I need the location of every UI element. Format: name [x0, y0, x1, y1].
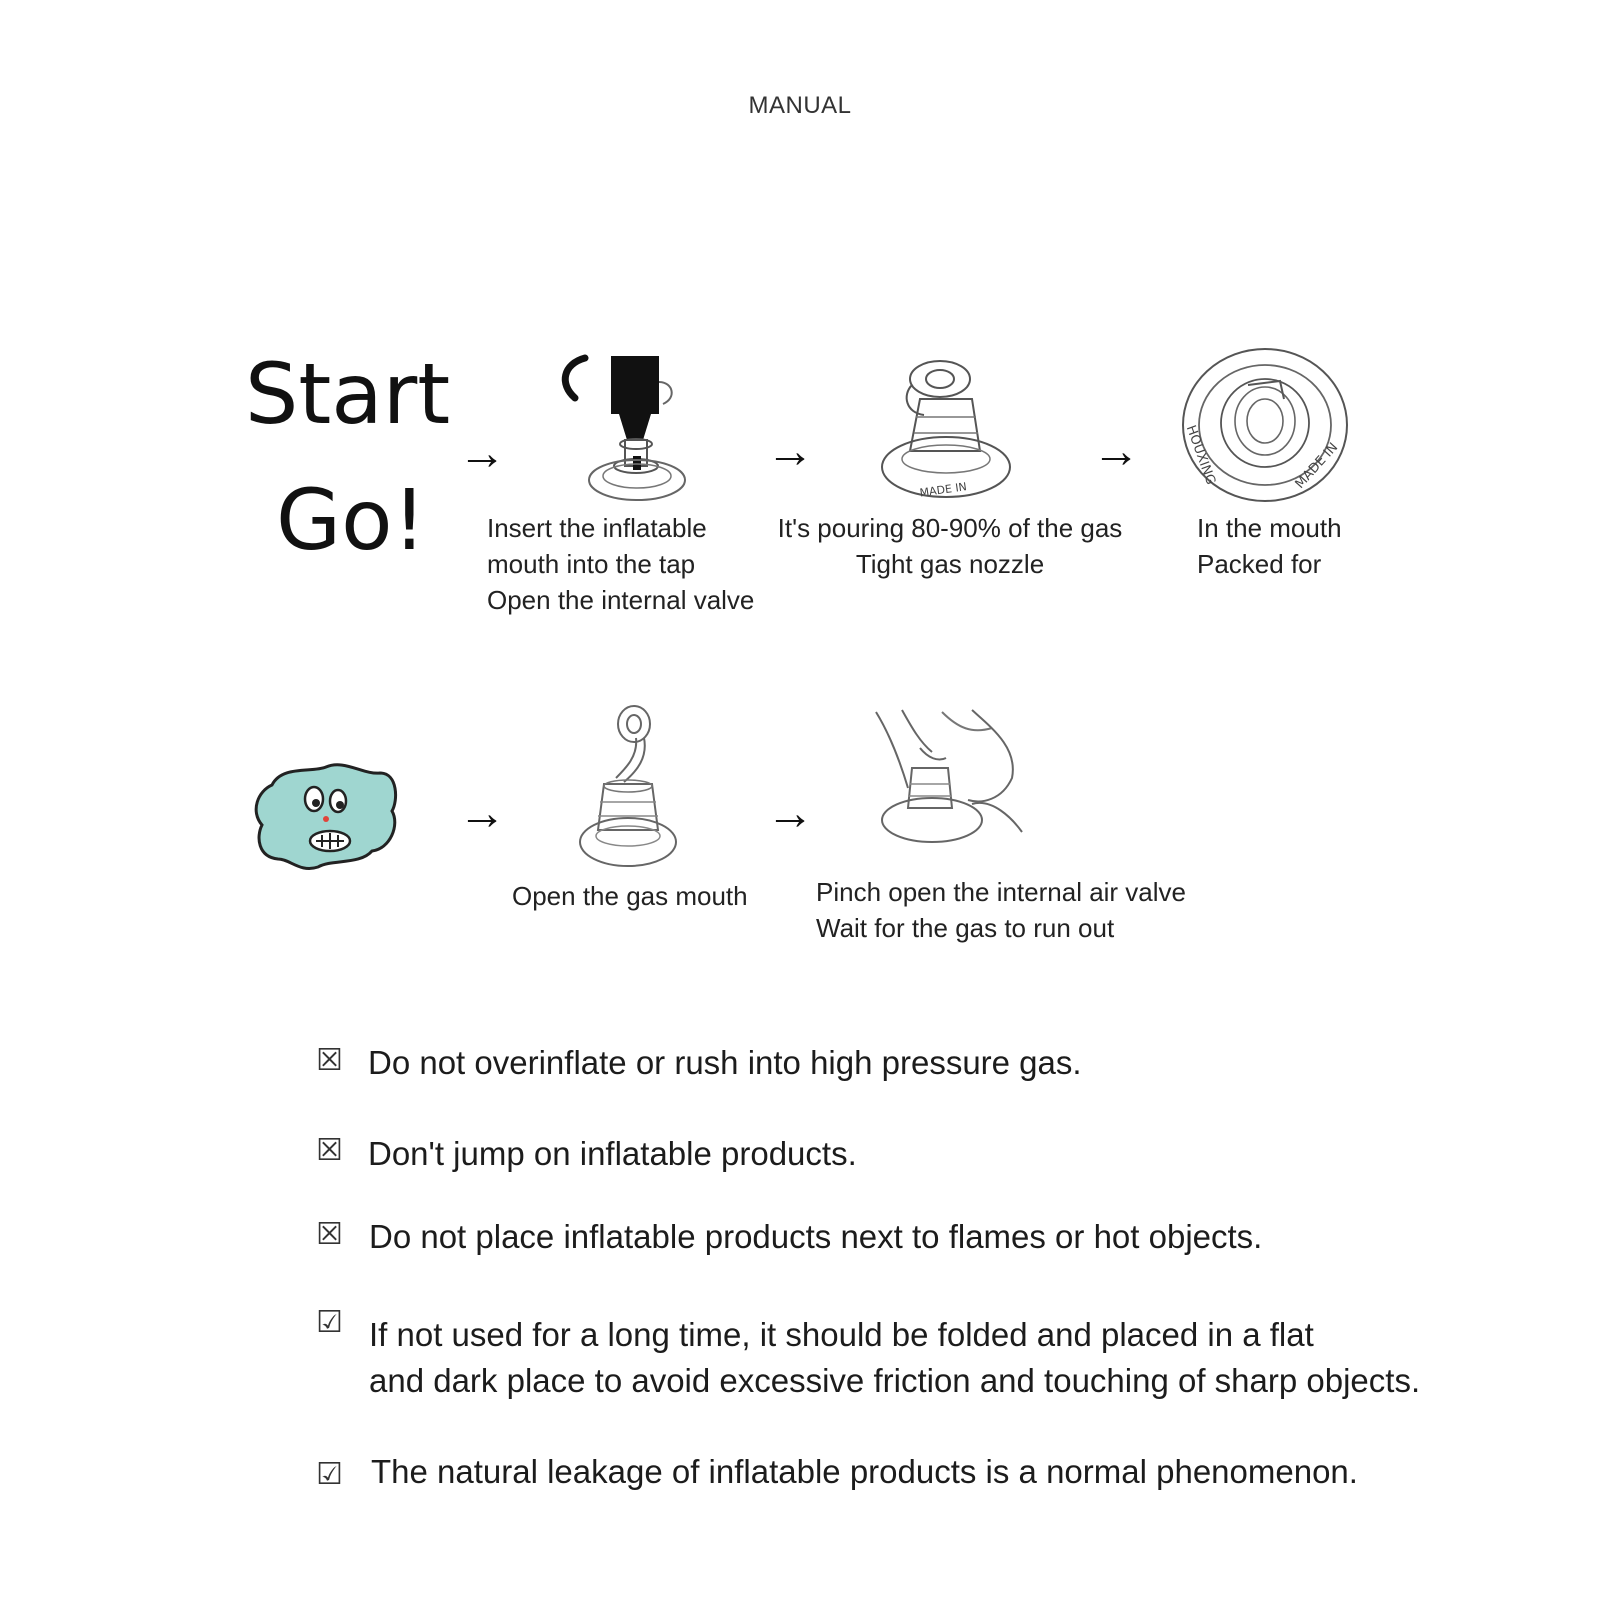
step-caption	[760, 510, 1140, 582]
caption-line: Pinch open the internal air valve	[816, 877, 1187, 907]
blob-character-illustration	[252, 755, 402, 875]
step-caption	[512, 878, 748, 914]
stamp-text: HOUXING	[1182, 423, 1219, 487]
arrow-icon: →	[458, 787, 506, 840]
rule-line: Do not overinflate or rush into high pressure gas.	[368, 1044, 1082, 1081]
caption-line: In the mouth	[1197, 513, 1342, 543]
arrow-icon: →	[458, 427, 506, 480]
rule-line: The natural leakage of inflatable products is a normal phenomenon.	[371, 1453, 1358, 1490]
arrow-icon: →	[766, 425, 814, 478]
rule-item	[369, 1214, 1262, 1260]
step-caption	[1197, 510, 1342, 582]
arrow-icon: →	[1092, 425, 1140, 478]
arrow-icon: →	[766, 787, 814, 840]
stamp-text: MADE IN	[918, 480, 968, 500]
pinch-valve-illustration	[872, 708, 1032, 858]
start-label: Start	[245, 345, 451, 443]
rule-line: and dark place to avoid excessive friction and touching of sharp objects.	[369, 1362, 1421, 1399]
step-caption	[816, 874, 1186, 946]
caption-line: mouth into the tap	[487, 549, 696, 579]
caption-line: Open the gas mouth	[512, 881, 748, 911]
check-box-icon: ☑	[316, 1305, 343, 1340]
caption-line: Open the internal valve	[487, 585, 755, 615]
cross-box-icon: ☒	[316, 1043, 343, 1078]
page-title: MANUAL	[748, 92, 852, 119]
check-box-icon: ☑	[316, 1457, 343, 1492]
tap-insert-illustration	[555, 352, 700, 512]
rule-item	[368, 1040, 1082, 1086]
cross-box-icon: ☒	[316, 1133, 343, 1168]
caption-line: Tight gas nozzle	[855, 549, 1045, 579]
valve-top-view-illustration	[1180, 345, 1350, 505]
go-label: Go!	[276, 471, 427, 569]
step-caption	[487, 510, 754, 618]
rule-item	[368, 1131, 857, 1177]
rule-item	[371, 1449, 1358, 1495]
caption-line: It's pouring 80-90% of the gas	[777, 513, 1123, 543]
caption-line: Wait for the gas to run out	[816, 913, 1115, 943]
open-valve-illustration	[578, 702, 688, 872]
rule-item	[369, 1312, 1420, 1404]
cross-box-icon: ☒	[316, 1217, 343, 1252]
valve-plug-illustration	[880, 355, 1025, 505]
caption-line: Insert the inflatable	[487, 513, 707, 543]
stamp-text: MADE IN	[1292, 440, 1342, 492]
caption-line: Packed for	[1197, 549, 1322, 579]
rule-line: Don't jump on inflatable products.	[368, 1135, 857, 1172]
rule-line: If not used for a long time, it should be folded and placed in a flat	[369, 1316, 1314, 1353]
rule-line: Do not place inflatable products next to flames or hot objects.	[369, 1218, 1263, 1255]
